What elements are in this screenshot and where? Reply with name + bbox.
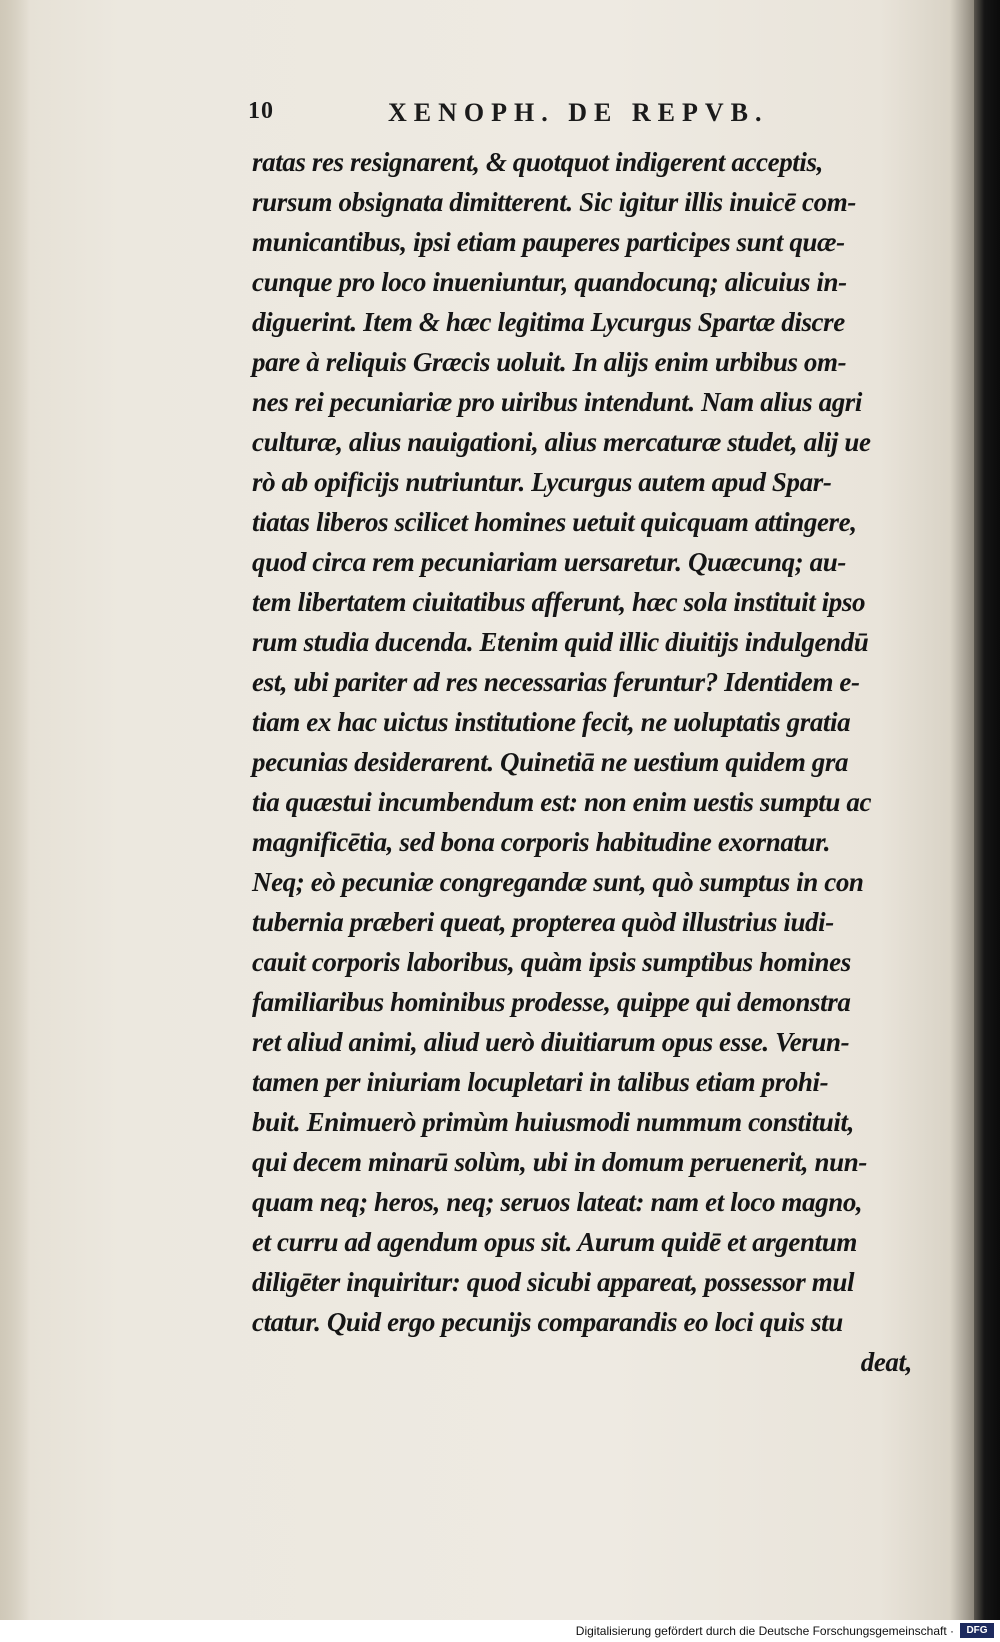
funding-credit: Digitalisierung gefördert durch die Deutsche Forschungsgemeinschaft ·: [575, 1624, 954, 1638]
running-head: XENOPH. DE REPVB.: [388, 98, 769, 127]
text-line: pecunias desiderarent. Quinetiā ne uestium quidem gra: [252, 747, 849, 777]
text-line: rò ab opificijs nutriuntur. Lycurgus autem apud Spar-: [252, 467, 832, 497]
text-line: tia quæstui incumbendum est: non enim uestis sumptu ac: [252, 787, 872, 817]
text-line: cauit corporis laboribus, quàm ipsis sumptibus homines: [252, 947, 851, 977]
text-line: familiaribus hominibus prodesse, quippe qui demonstra: [252, 987, 851, 1017]
text-line: municantibus, ipsi etiam pauperes participes sunt quæ-: [252, 227, 845, 257]
dfg-logo: DFG: [960, 1623, 994, 1638]
text-line: tubernia præberi queat, propterea quòd illustrius iudi-: [252, 907, 834, 937]
text-line: tamen per iniuriam locupletari in talibus etiam prohi-: [252, 1067, 829, 1097]
text-line: tem libertatem ciuitatibus afferunt, hæc sola instituit ipso: [252, 587, 866, 617]
text-line: rursum obsignata dimitterent. Sic igitur illis inuicē com-: [252, 187, 856, 217]
footer-bar: [0, 1620, 1000, 1642]
text-line: est, ubi pariter ad res necessarias feruntur? Identidem e-: [252, 667, 860, 697]
text-line: qui decem minarū solùm, ubi in domum peruenerit, nun-: [252, 1147, 867, 1177]
text-line: pare à reliquis Græcis uoluit. In alijs enim urbibus om-: [252, 347, 847, 377]
text-line: ratas res resignarent, & quotquot indigerent acceptis,: [252, 147, 823, 177]
text-line: diguerint. Item & hæc legitima Lycurgus Spartæ discre: [252, 307, 845, 337]
text-line: nes rei pecuniariæ pro uiribus intendunt. Nam alius agri: [252, 387, 863, 417]
gutter-shadow: [0, 0, 30, 1620]
text-line: ret aliud animi, aliud uerò diuitiarum opus esse. Verun-: [252, 1027, 850, 1057]
text-line: Neq; eò pecuniæ congregandæ sunt, quò sumptus in con: [252, 867, 864, 897]
page-number: 10: [248, 98, 274, 124]
text-line: magnificētia, sed bona corporis habitudine exornatur.: [252, 827, 831, 857]
text-line: diligēter inquiritur: quod sicubi appareat, possessor mul: [252, 1267, 855, 1297]
text-line: tiatas liberos scilicet homines uetuit quicquam attingere,: [252, 507, 857, 537]
page-header: [248, 98, 808, 134]
text-line: cunque pro loco inueniuntur, quandocunq; alicuius in-: [252, 267, 847, 297]
text-line: et curru ad agendum opus sit. Aurum quidē et argentum: [252, 1227, 857, 1257]
text-line: buit. Enimuerò primùm huiusmodi nummum constituit,: [252, 1107, 854, 1137]
text-line: quod circa rem pecuniariam uersaretur. Quæcunq; au-: [252, 547, 846, 577]
text-line: rum studia ducenda. Etenim quid illic diuitijs indulgendū: [252, 627, 869, 657]
page-edge: [974, 0, 1000, 1620]
catchword: deat,: [860, 1347, 912, 1377]
text-block: [252, 142, 912, 1382]
text-line: culturæ, alius nauigationi, alius mercaturæ studet, alij ue: [252, 427, 871, 457]
text-line: tiam ex hac uictus institutione fecit, ne uoluptatis gratia: [252, 707, 851, 737]
text-line: ctatur. Quid ergo pecunijs comparandis eo loci quis stu: [252, 1307, 843, 1337]
text-line: quam neq; heros, neq; seruos lateat: nam et loco magno,: [252, 1187, 863, 1217]
